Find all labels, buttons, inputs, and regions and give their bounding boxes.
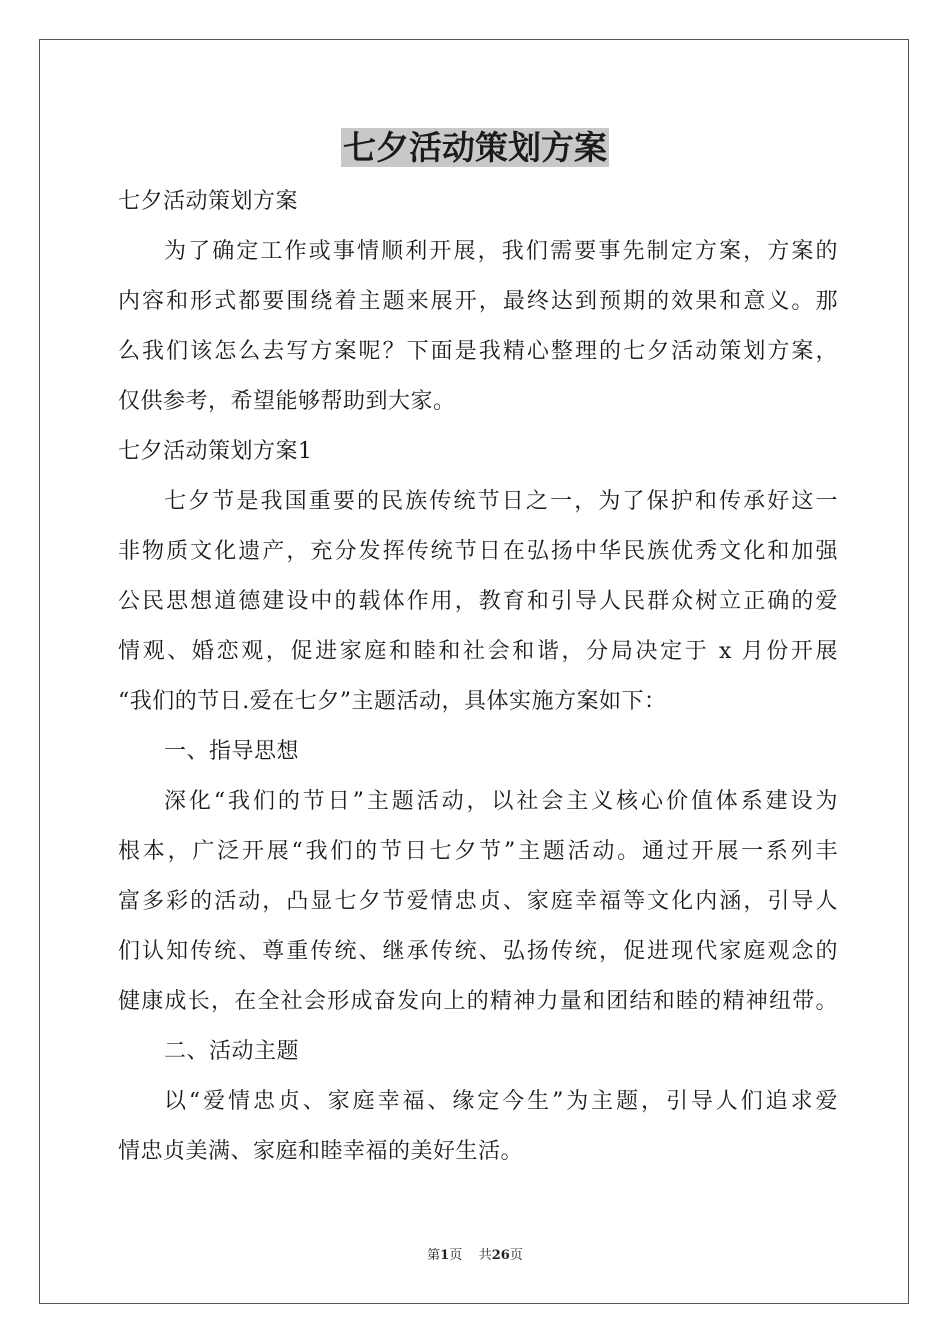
- text-line: 情观、婚恋观，促进家庭和睦和社会和谐，分局决定于 x 月份开展: [118, 639, 838, 664]
- footer-page-suffix: 页: [449, 1248, 463, 1263]
- text-line: 以“爱情忠贞、家庭幸福、缘定今生”为主题，引导人们追求爱: [164, 1089, 838, 1114]
- page-footer: [0, 1246, 950, 1266]
- text-line: 富多彩的活动，凸显七夕节爱情忠贞、家庭幸福等文化内涵，引导人: [118, 889, 838, 914]
- footer-total-pages: 26: [491, 1248, 510, 1263]
- text-line: 根本，广泛开展“我们的节日七夕节”主题活动。通过开展一系列丰: [118, 839, 838, 864]
- text-line: 公民思想道德建设中的载体作用，教育和引导人民群众树立正确的爱: [118, 589, 838, 614]
- text-line: 深化“我们的节日”主题活动，以社会主义核心价值体系建设为: [164, 789, 838, 814]
- text-line: 一、指导思想: [164, 739, 300, 764]
- footer-total-prefix: 共: [478, 1248, 492, 1263]
- text-line: 七夕活动策划方案: [118, 189, 299, 214]
- text-line: 为了确定工作或事情顺利开展，我们需要事先制定方案，方案的: [164, 239, 838, 264]
- text-line: 情忠贞美满、家庭和睦幸福的美好生活。: [118, 1139, 524, 1164]
- text-line: 内容和形式都要围绕着主题来展开，最终达到预期的效果和意义。那: [118, 289, 838, 314]
- text-line: “我们的节日.爱在七夕”主题活动，具体实施方案如下：: [118, 689, 667, 714]
- document-title: [0, 126, 950, 170]
- text-line: 二、活动主题: [164, 1039, 300, 1064]
- document-title-text: 七夕活动策划方案: [343, 128, 607, 167]
- text-line: 们认知传统、尊重传统、继承传统、弘扬传统，促进现代家庭观念的: [118, 939, 838, 964]
- footer-total-suffix: 页: [509, 1248, 523, 1263]
- document-body: [118, 177, 838, 1177]
- text-line: 健康成长，在全社会形成奋发向上的精神力量和团结和睦的精神纽带。: [118, 989, 838, 1014]
- text-line: 仅供参考，希望能够帮助到大家。: [118, 389, 456, 414]
- text-line: 么我们该怎么去写方案呢？下面是我精心整理的七夕活动策划方案，: [118, 339, 838, 364]
- text-line: 七夕节是我国重要的民族传统节日之一，为了保护和传承好这一: [164, 489, 838, 514]
- text-line: 非物质文化遗产，充分发挥传统节日在弘扬中华民族优秀文化和加强: [118, 539, 838, 564]
- footer-page-prefix: 第: [427, 1248, 441, 1263]
- footer-page-number: 1: [440, 1248, 450, 1263]
- text-line: 七夕活动策划方案1: [118, 439, 313, 464]
